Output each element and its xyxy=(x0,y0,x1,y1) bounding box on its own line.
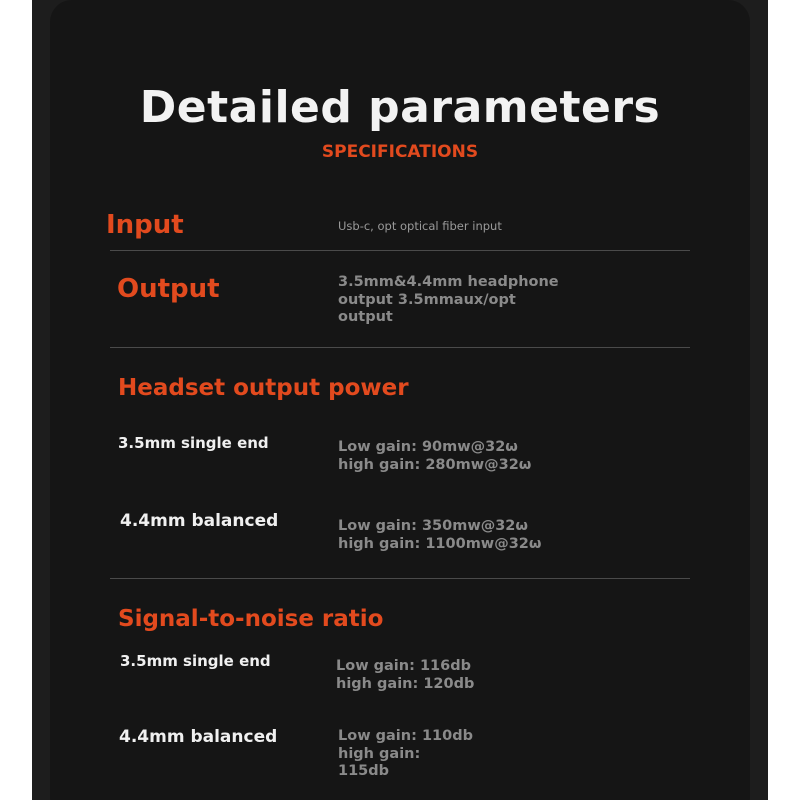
input-value: Usb-c, opt optical fiber input xyxy=(338,219,502,233)
spec-row-values xyxy=(338,439,531,474)
output-value-line: output xyxy=(338,309,393,325)
spec-row-value: high gain: xyxy=(338,745,421,762)
output-value-line: 3.5mm&4.4mm headphone xyxy=(338,274,559,290)
spec-row-value: Low gain: 350mw@32ω xyxy=(338,518,529,534)
output-value-line: output 3.5mmaux/opt xyxy=(338,291,516,308)
spec-row-values xyxy=(338,518,542,553)
page-title: Detailed parameters xyxy=(139,82,661,133)
divider xyxy=(110,347,690,348)
output-value xyxy=(338,274,559,327)
divider xyxy=(110,250,690,251)
spec-row-label: 4.4mm balanced xyxy=(119,727,278,747)
spec-row-value: high gain: 280mw@32ω xyxy=(338,456,532,473)
spec-row-values xyxy=(338,728,473,781)
snr-heading: Signal-to-noise ratio xyxy=(118,606,384,632)
spec-row-value: Low gain: 110db xyxy=(338,728,473,744)
spec-row-values xyxy=(336,658,474,693)
spec-row-label: 4.4mm balanced xyxy=(120,511,279,531)
page-subtitle: SPECIFICATIONS xyxy=(321,142,479,162)
spec-row-value: high gain: 1100mw@32ω xyxy=(338,535,542,552)
divider xyxy=(110,578,690,579)
output-heading: Output xyxy=(117,274,220,304)
spec-row-value: Low gain: 90mw@32ω xyxy=(338,439,518,455)
spec-row-label: 3.5mm single end xyxy=(120,652,271,670)
spec-row-value: high gain: 120db xyxy=(336,675,475,692)
spec-row-value: 115db xyxy=(338,763,390,779)
input-heading: Input xyxy=(106,210,184,240)
headset-power-heading: Headset output power xyxy=(118,375,409,401)
spec-row-value: Low gain: 116db xyxy=(336,658,471,674)
spec-row-label: 3.5mm single end xyxy=(118,434,269,452)
